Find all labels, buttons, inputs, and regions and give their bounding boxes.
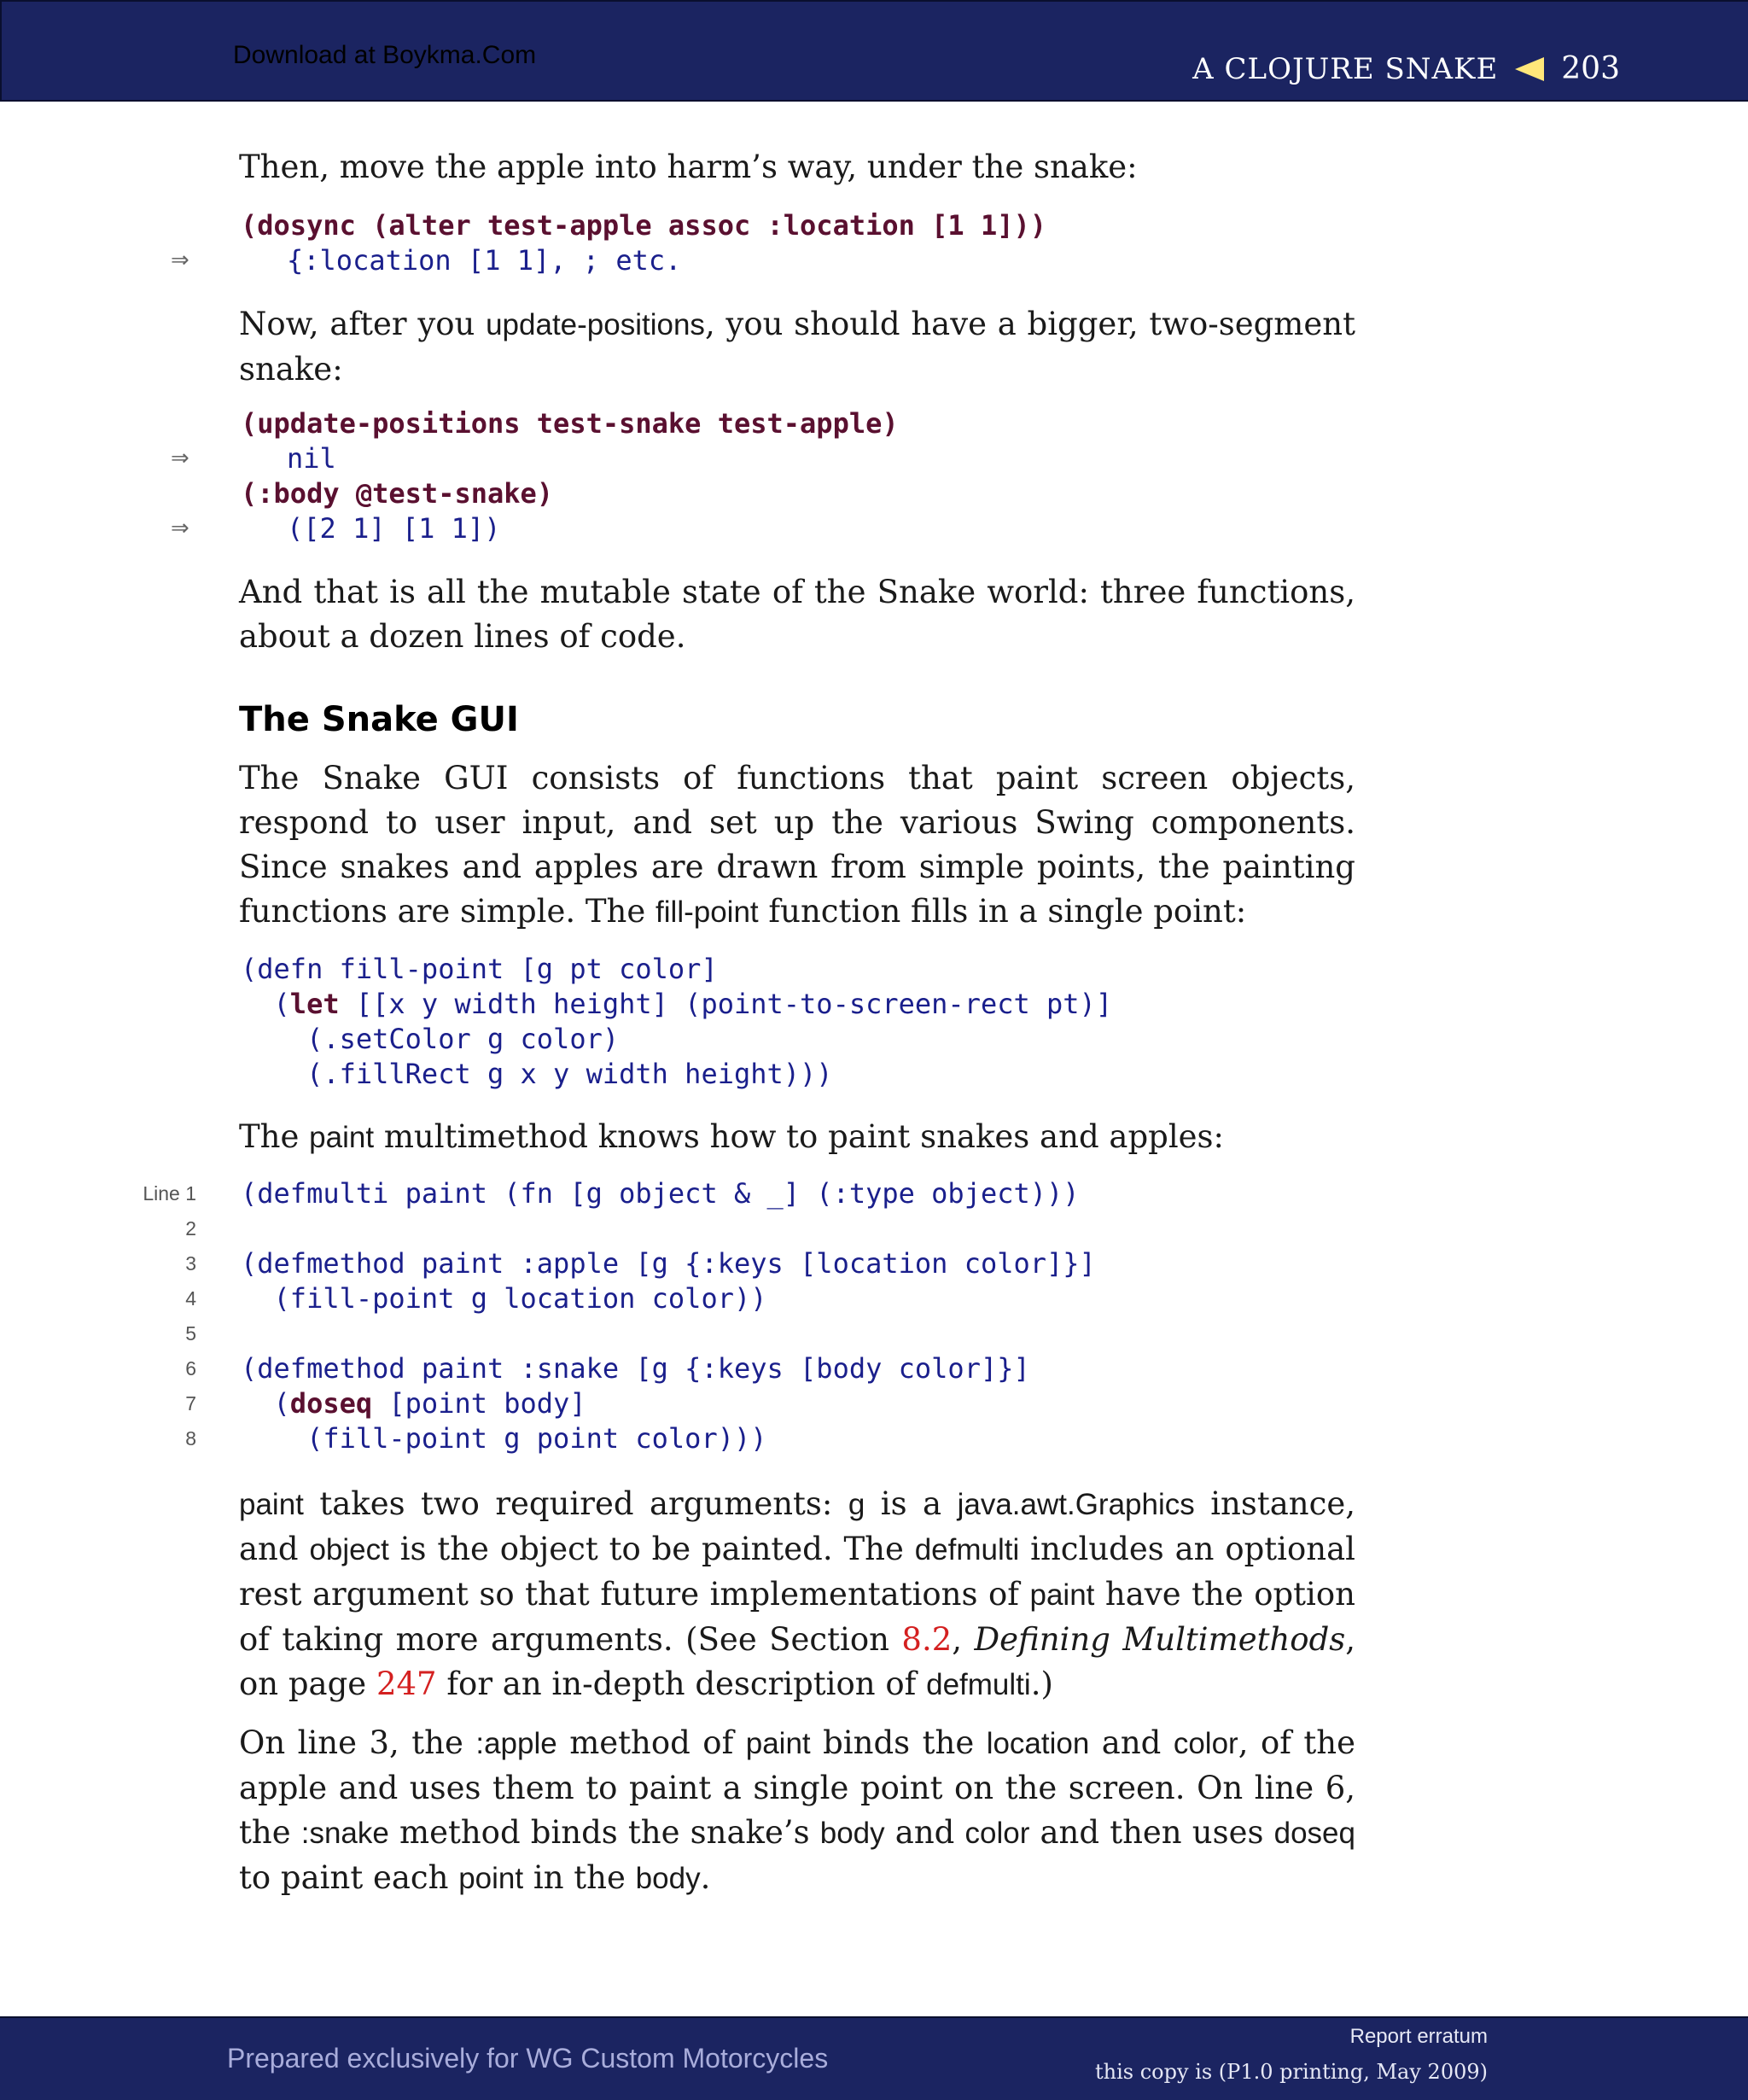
running-header xyxy=(1192,51,1620,86)
inline-code: :snake xyxy=(300,1817,389,1850)
paragraph-text: paint takes two required arguments: g is a java.awt.Graphics instance, and object is the object to be painted. The defmulti includes an optional rest argument so that future implementations of paint have the option of taking more arguments. (See Section 8.2, Defining Multimethods, on page 247 for an in-depth description of defmulti.) xyxy=(239,1485,1356,1702)
code-line xyxy=(0,511,1748,546)
paragraph-7 xyxy=(239,1721,1355,1901)
section-link[interactable]: 8.2 xyxy=(901,1621,953,1658)
code-line: 8 (fill-point g point color))) xyxy=(0,1421,1748,1456)
paragraph-text: The Snake GUI consists of functions that paint screen objects, respond to user input, and set up the various Swing components. Since snakes and apples are drawn from simple points, the painting functions are simple. The fill-point function fills in a single point: xyxy=(239,760,1355,930)
paragraph-3 xyxy=(239,570,1355,659)
code-line xyxy=(0,1211,1748,1246)
running-title: A CLOJURE SNAKE xyxy=(1192,51,1499,86)
code-block-4 xyxy=(0,1176,1748,1456)
prepared-for-text: Prepared exclusively for WG Custom Motorcycles xyxy=(227,2043,829,2074)
paragraph-6 xyxy=(239,1482,1355,1707)
code-line xyxy=(0,243,1748,278)
section-title: Defining Multimethods xyxy=(974,1621,1346,1658)
code-input: (update-positions test-snake test-apple) xyxy=(241,407,899,440)
line-number: 3 xyxy=(185,1252,196,1275)
inline-code: :apple xyxy=(475,1727,557,1760)
section-heading: The Snake GUI xyxy=(239,700,519,739)
paragraph-2 xyxy=(239,302,1355,392)
line-number: 6 xyxy=(185,1357,196,1380)
code-block-1 xyxy=(0,208,1748,278)
paragraph-text: And that is all the mutable state of the Snake world: three functions, about a dozen lines of code. xyxy=(239,574,1355,655)
result-arrow-icon: ⇒ xyxy=(171,446,189,471)
line-number: Line 1 xyxy=(143,1182,196,1205)
code-line: (.fillRect g x y width height))) xyxy=(241,1058,833,1090)
code-line: 7 (doseq [point body] xyxy=(0,1386,1748,1421)
code-line: (.setColor g color) xyxy=(241,1023,620,1055)
code-input: (dosync (alter test-apple assoc :location [1 1])) xyxy=(241,209,1047,242)
inline-code: location xyxy=(986,1727,1090,1760)
line-number: 7 xyxy=(185,1392,196,1415)
code-keyword: doseq xyxy=(289,1387,373,1420)
copy-info-text: this copy is (P1.0 printing, May 2009) xyxy=(1095,2060,1488,2084)
paragraph-5 xyxy=(239,1115,1355,1160)
inline-code: body xyxy=(635,1862,701,1895)
inline-code: paint xyxy=(309,1121,375,1154)
report-erratum-link[interactable]: Report erratum xyxy=(1349,2025,1488,2048)
paragraph-4 xyxy=(239,756,1355,935)
page-link[interactable]: 247 xyxy=(376,1665,437,1702)
code-line xyxy=(0,441,1748,476)
code-block-3 xyxy=(0,952,1748,1092)
paragraph-text: Now, after you update-positions, you should have a bigger, two-segment snake: xyxy=(239,306,1355,388)
line-number: 2 xyxy=(185,1217,196,1240)
code-line: 6 (defmethod paint :snake [g {:keys [body color]}] xyxy=(0,1351,1748,1386)
inline-code: g xyxy=(848,1488,865,1521)
paragraph-text: The paint multimethod knows how to paint snakes and apples: xyxy=(239,1118,1225,1155)
code-line: (let [[x y width height] (point-to-screen-rect pt)] xyxy=(241,988,1113,1020)
inline-code: color xyxy=(1173,1727,1238,1760)
inline-code: fill-point xyxy=(656,895,759,929)
paragraph-text: Then, move the apple into harm’s way, under the snake: xyxy=(239,149,1138,185)
code-line xyxy=(0,1316,1748,1351)
download-watermark: Download at Boykma.Com xyxy=(233,41,537,69)
inline-code: java.awt.Graphics xyxy=(957,1488,1195,1521)
code-line: Line 1 (defmulti paint (fn [g object & _] (:type object))) xyxy=(0,1176,1748,1211)
inline-code: paint xyxy=(239,1488,304,1521)
line-number: 5 xyxy=(185,1322,196,1345)
inline-code: defmulti xyxy=(926,1668,1031,1701)
result-arrow-icon: ⇒ xyxy=(171,248,189,273)
inline-code: object xyxy=(309,1533,389,1566)
code-input: (:body @test-snake) xyxy=(241,477,554,510)
inline-code: point xyxy=(458,1862,524,1895)
code-output: nil xyxy=(287,442,336,475)
code-line xyxy=(0,406,1748,441)
code-line: 3 (defmethod paint :apple [g {:keys [location color]}] xyxy=(0,1246,1748,1281)
line-number: 4 xyxy=(185,1287,196,1310)
code-output: ([2 1] [1 1]) xyxy=(287,512,501,545)
code-line: 4 (fill-point g location color)) xyxy=(0,1281,1748,1316)
inline-code: update-positions xyxy=(486,308,705,341)
paragraph-text: On line 3, the :apple method of paint binds the location and color, of the apple and uses them to paint a single point on the screen. On line 6, the :snake method binds the snake’s body and color and then uses doseq to paint each point in the body. xyxy=(239,1724,1355,1896)
code-line xyxy=(0,476,1748,511)
code-keyword: let xyxy=(289,988,340,1020)
previous-page-icon[interactable] xyxy=(1515,57,1544,81)
code-block-2 xyxy=(0,406,1748,546)
code-line xyxy=(0,208,1748,243)
code-line: (defn fill-point [g pt color] xyxy=(241,953,718,985)
inline-code: doseq xyxy=(1273,1817,1355,1850)
code-output: {:location [1 1], ; etc. xyxy=(287,244,682,277)
result-arrow-icon: ⇒ xyxy=(171,516,189,541)
inline-code: paint xyxy=(745,1727,811,1760)
inline-code: defmulti xyxy=(914,1533,1020,1566)
inline-code: paint xyxy=(1029,1578,1095,1612)
paragraph-1 xyxy=(239,145,1355,190)
inline-code: body xyxy=(819,1817,885,1850)
page-number: 203 xyxy=(1561,51,1620,86)
line-number: 8 xyxy=(185,1427,196,1450)
inline-code: color xyxy=(964,1817,1030,1850)
